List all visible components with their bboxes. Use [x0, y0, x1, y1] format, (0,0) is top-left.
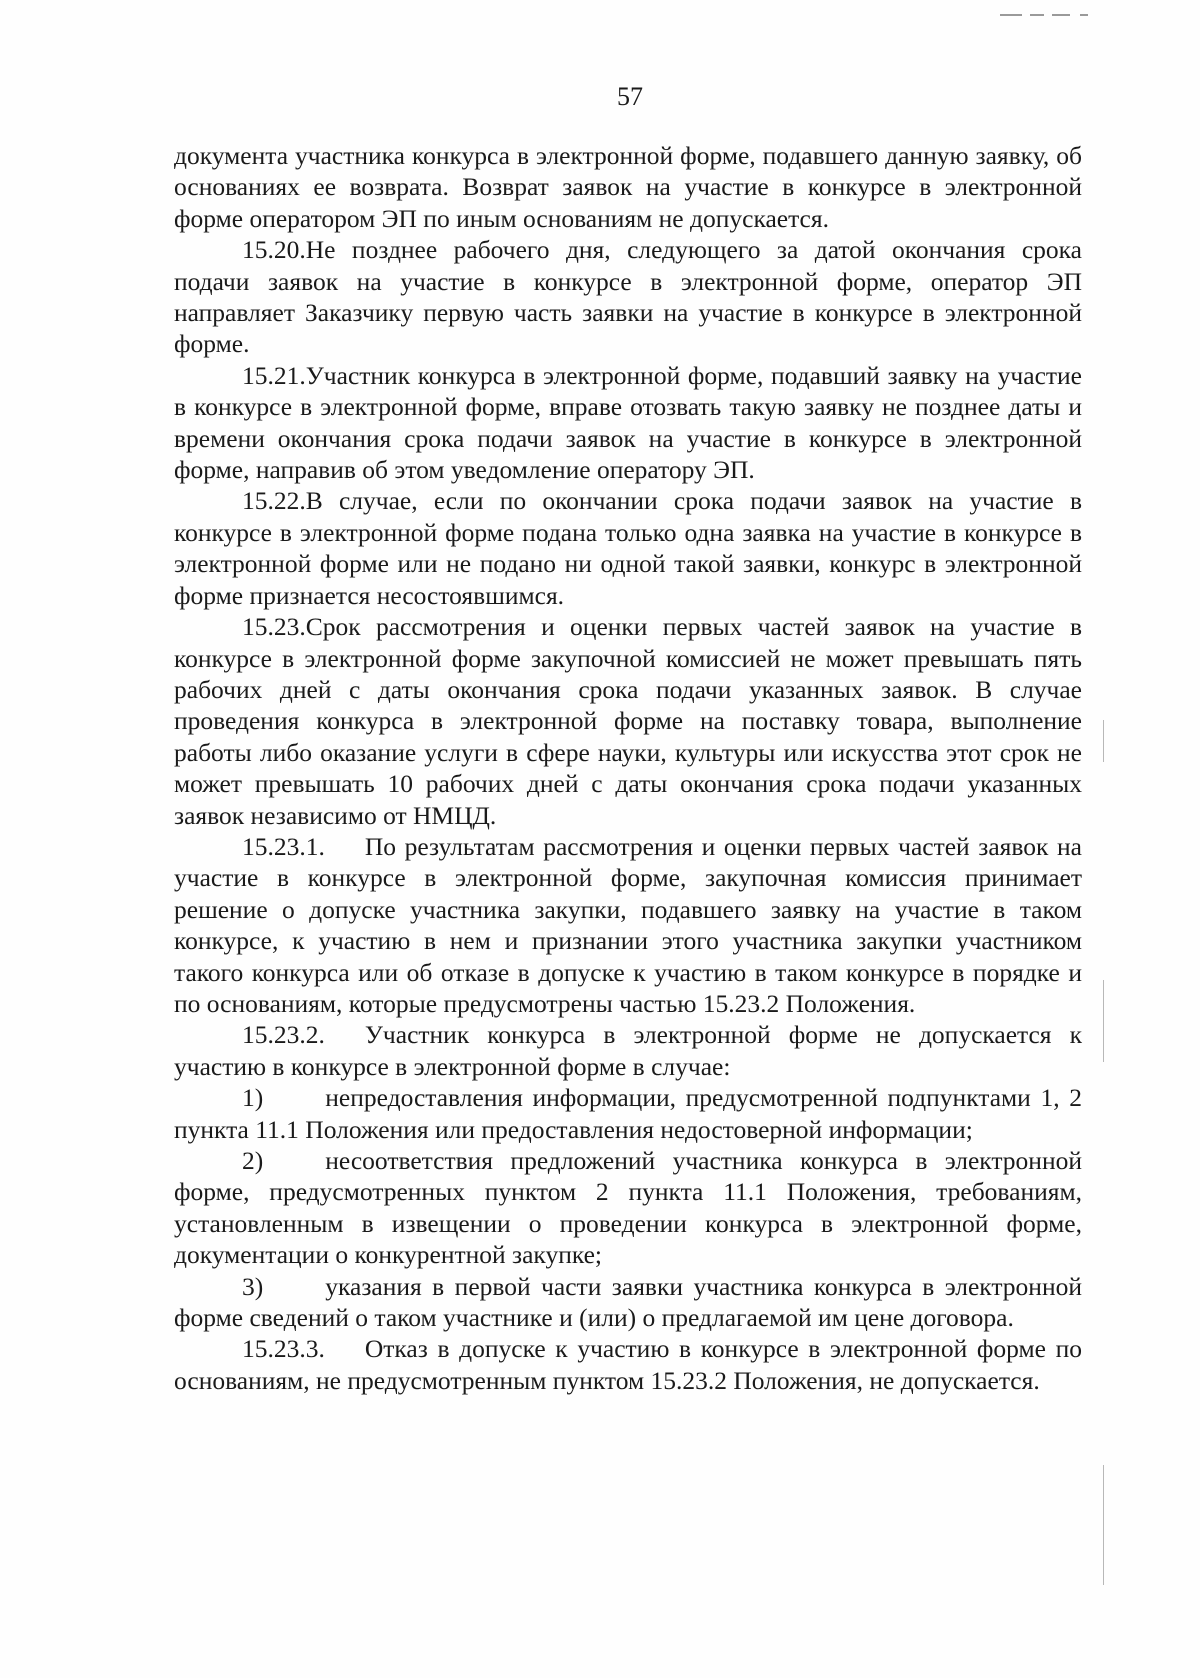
item-number: 15.23.3. — [242, 1334, 325, 1364]
list-number: 3) — [242, 1271, 264, 1301]
list-number: 1) — [242, 1083, 264, 1113]
item-number: 15.23.2. — [242, 1020, 325, 1050]
item-text: Отказ в допуске к участию в конкурсе в электронной форме по основаниям, не предусмотренным пунктом 15.23.2 Положения, не допускается. — [174, 1334, 1082, 1395]
scan-artifact — [1103, 720, 1104, 762]
paragraph: 15.23.Срок рассмотрения и оценки первых частей заявок на участие в конкурсе в электронной форме закупочной комиссией не может превышать пять рабочих дней с даты окончания срока подачи указанных заявок. В случае проведения конкурса в электронной форме на поставку товара, выполнение работы либо оказание услуги в сфере науки, культуры или искусства этот срок не может превышать 10 рабочих дней с даты окончания срока подачи указанных заявок независимо от НМЦД. — [174, 612, 1082, 830]
item-text: Участник конкурса в электронной форме не допускается к участию в конкурсе в электронной форме в случае: — [174, 1020, 1082, 1081]
list-text: непредоставления информации, предусмотренной подпунктами 1, 2 пункта 11.1 Положения или предоставления недостоверной информации; — [174, 1083, 1082, 1144]
list-text: указания в первой части заявки участника конкурса в электронной форме сведений о таком участнике и (или) о предлагаемой им цене договора. — [174, 1271, 1082, 1333]
scan-artifact — [1000, 14, 1022, 16]
scan-artifact — [1030, 14, 1044, 16]
numbered-paragraph — [174, 1333, 1082, 1396]
item-text: По результатам рассмотрения и оценки первых частей заявок на участие в конкурсе в электронной форме, закупочная комиссия принимает решение о допуске участника закупки, подавшего заявку на участие в таком конкурсе, к участию в нем и признании этого участника закупки участником такого конкурса или об отказе в допуске к участию в таком конкурсе в порядке и по основаниям, которые предусмотрены частью 15.23.2 Положения. — [174, 831, 1082, 1018]
scan-artifact — [1080, 14, 1088, 16]
numbered-paragraph — [174, 1019, 1082, 1082]
list-item — [174, 1082, 1082, 1145]
paragraph: 15.21.Участник конкурса в электронной форме, подавший заявку на участие в конкурсе в электронной форме, вправе отозвать такую заявку не позднее даты и времени окончания срока подачи заявок на участие в конкурсе в электронной форме, направив об этом уведомление оператору ЭП. — [174, 360, 1082, 485]
page-number: 57 — [617, 82, 643, 111]
numbered-paragraph — [174, 831, 1082, 1019]
document-body — [174, 140, 1082, 1396]
list-number: 2) — [242, 1146, 264, 1175]
scan-artifact — [1103, 1465, 1104, 1585]
item-number: 15.23.1. — [242, 831, 325, 861]
scan-artifact — [1103, 980, 1104, 1062]
paragraph: 15.20.Не позднее рабочего дня, следующего за датой окончания срока подачи заявок на участие в конкурсе в электронной форме, оператор ЭП направляет Заказчику первую часть заявки на участие в конкурсе в электронной форме. — [174, 235, 1082, 359]
paragraph: документа участника конкурса в электронной форме, подавшего данную заявку, об основаниях ее возврата. Возврат заявок на участие в конкурсе в электронной форме оператором ЭП по иным основаниям не допускается. — [174, 141, 1082, 233]
scan-artifact — [1052, 14, 1070, 16]
list-item — [174, 1145, 1082, 1271]
list-text: несоответствия предложений участника конкурса в электронной форме, предусмотренных пунктом 2 пункта 11.1 Положения, требованиям, установленным в извещении о проведении конкурса в электронной форме, документации о конкурентной закупке; — [174, 1146, 1082, 1270]
paragraph: 15.22.В случае, если по окончании срока подачи заявок на участие в конкурсе в электронной форме подана только одна заявка на участие в конкурсе в электронной форме или не подано ни одной такой заявки, конкурс в электронной форме признается несостоявшимся. — [174, 486, 1082, 610]
list-item — [174, 1271, 1082, 1334]
